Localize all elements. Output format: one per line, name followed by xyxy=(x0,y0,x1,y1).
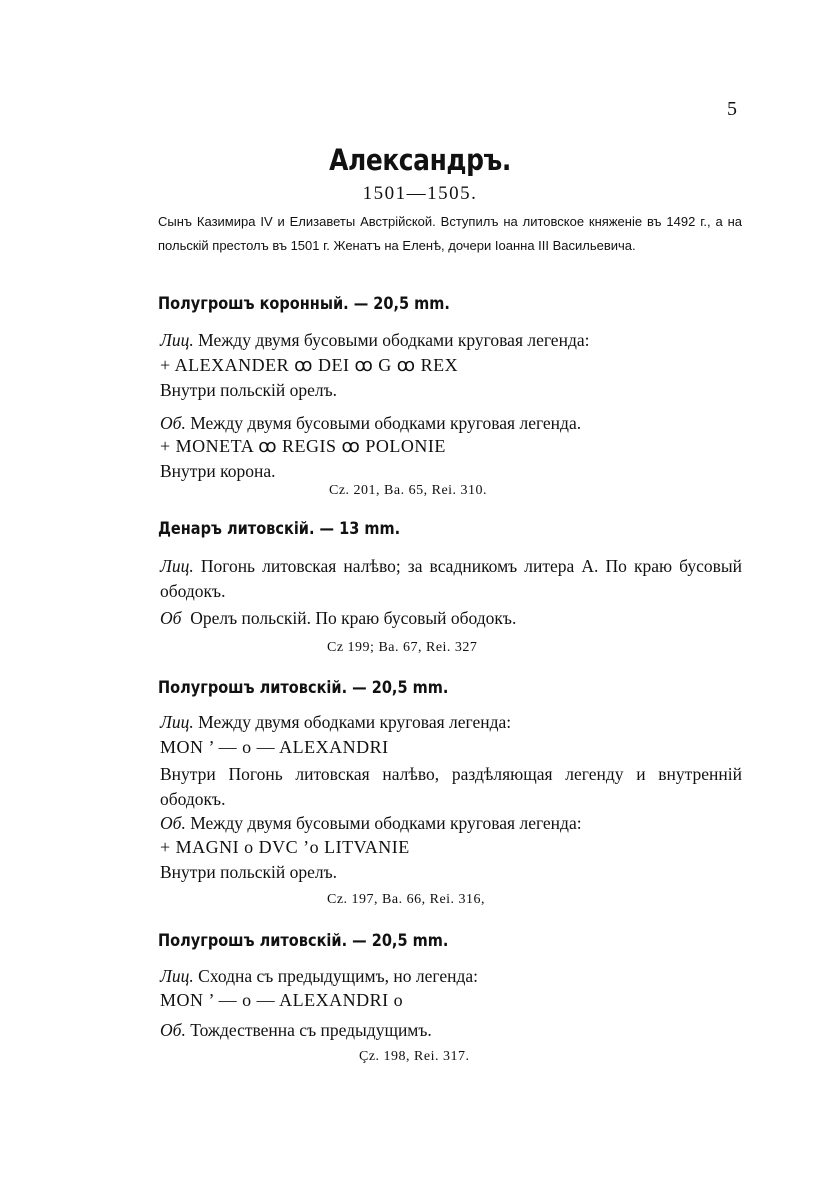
reverse-label: Об xyxy=(160,608,182,628)
reverse-text: Тождественна съ предыдущимъ. xyxy=(190,1020,432,1040)
reverse-label: Об. xyxy=(160,813,186,833)
obverse-label: Лиц. xyxy=(160,966,194,986)
obverse-text: Погонь литовская налѣво; за всадникомъ литера А. По краю бусовый ободокъ. xyxy=(160,556,743,601)
entry-3-references: Cz. 197, Ba. 66, Rei. 316, xyxy=(327,892,486,907)
obverse-text: Между двумя ободками круговая легенда: xyxy=(198,712,512,732)
entry-2-references: Cz 199; Ba. 67, Rei. 327 xyxy=(327,640,478,655)
reign-dates: 1501—1505. xyxy=(362,183,478,204)
entry-3-obverse-legend: MON ’ — o — ALEXANDRI xyxy=(160,737,389,757)
entry-1-obverse-inner: Внутри польскій орелъ. xyxy=(160,380,338,400)
entry-3-obverse-inner: Внутри Погонь литовская налѣво, раздѣляющая легенду и внутренній ободокъ. xyxy=(160,764,742,809)
obverse-label: Лиц. xyxy=(160,712,194,732)
entry-1-obverse xyxy=(160,330,589,351)
entry-1-reverse-legend: + MONETA ꝏ REGIS ꝏ POLONIE xyxy=(160,436,446,456)
reverse-label: Об. xyxy=(160,413,186,433)
reverse-text: Орелъ польскій. По краю бусовый ободокъ. xyxy=(190,608,517,628)
page-title: Александръ. xyxy=(329,143,511,177)
entry-3-obverse xyxy=(160,712,511,733)
obverse-text: Сходна съ предыдущимъ, но легенда: xyxy=(198,966,478,986)
entry-1-reverse-inner: Внутри корона. xyxy=(160,461,276,481)
entry-1-heading: Полугрошъ коронный. — 20,5 mm. xyxy=(158,294,450,313)
entry-2-obverse xyxy=(160,554,742,604)
entry-2-reverse xyxy=(160,608,516,629)
entry-4-obverse xyxy=(160,966,478,987)
entry-4-heading: Полугрошъ литовскій. — 20,5 mm. xyxy=(158,931,449,950)
biography-paragraph: Сынъ Казимира IV и Елизаветы Австрійской. Вступилъ на литовское княженіе въ 1492 г., а на польскій престолъ въ 1501 г. Женатъ на Еленѣ, дочери Іоанна III Васильевича. xyxy=(158,214,742,253)
entry-3-reverse-inner: Внутри польскій орелъ. xyxy=(160,862,338,882)
entry-1-obverse-legend: + ALEXANDER ꝏ DEI ꝏ G ꝏ REX xyxy=(160,355,459,375)
obverse-text: Между двумя бусовыми ободками круговая легенда: xyxy=(198,330,590,350)
page-number: 5 xyxy=(727,98,737,120)
reverse-text: Между двумя бусовыми ободками круговая легенда. xyxy=(190,413,582,433)
entry-2-heading: Денаръ литовскій. — 13 mm. xyxy=(158,519,401,538)
entry-4-references: Çz. 198, Rei. 317. xyxy=(359,1049,470,1064)
reverse-label: Об. xyxy=(160,1020,186,1040)
reverse-text: Между двумя бусовыми ободками круговая легенда: xyxy=(190,813,582,833)
entry-3-heading: Полугрошъ литовскій. — 20,5 mm. xyxy=(158,678,449,697)
entry-4-obverse-legend: MON ’ — o — ALEXANDRI o xyxy=(160,990,404,1010)
entry-1-reverse xyxy=(160,413,581,434)
entry-4-reverse xyxy=(160,1020,432,1041)
entry-1-references: Cz. 201, Ba. 65, Rei. 310. xyxy=(329,483,488,498)
obverse-label: Лиц. xyxy=(160,556,194,576)
obverse-label: Лиц. xyxy=(160,330,194,350)
entry-3-reverse-legend: + MAGNI o DVC ’o LITVANIE xyxy=(160,837,410,857)
entry-3-reverse xyxy=(160,813,582,834)
